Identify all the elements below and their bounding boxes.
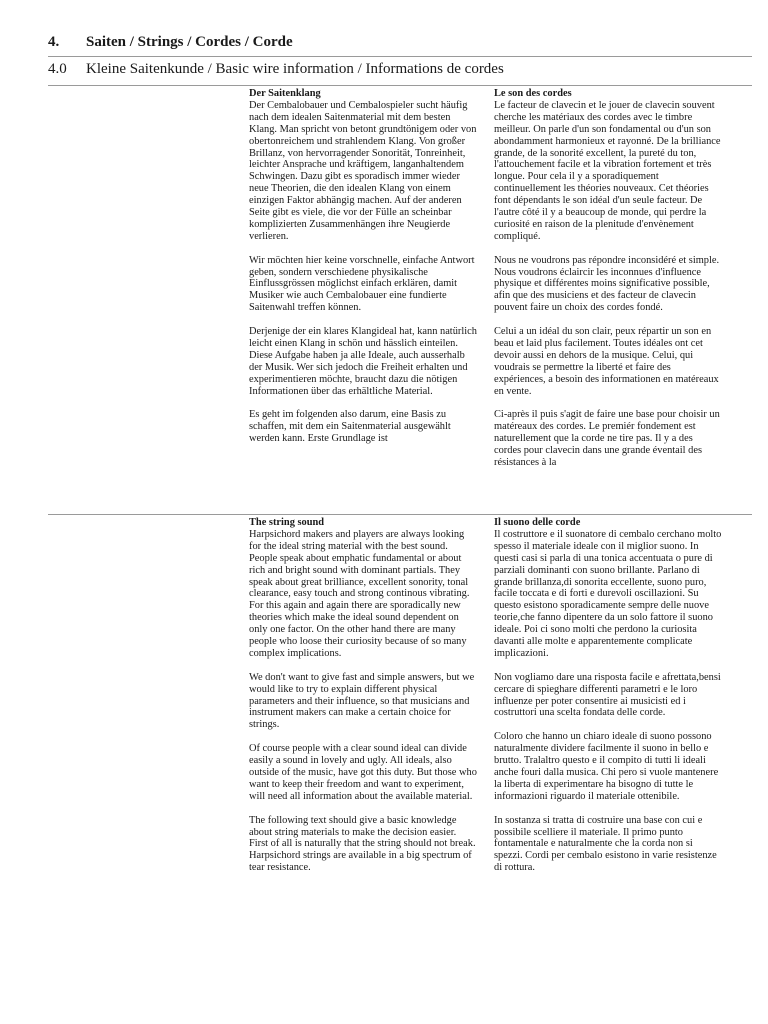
french-paragraph-2: Nous ne voudrons pas répondre inconsidéré et simple. Nous voudrons éclaircir les inconnues d'influence physique et différentes moins significative possible, afin que des musiciens et des facteur de clavecin pouvent faire un choix des cordes fondé. [494,254,720,314]
italian-paragraph-2: Non vogliamo dare una risposta facile e afrettata,bensi cercare di spieghare differenti parametri e le loro influenze per poter consentire ai musicisti ed i costruttori una scelta fondata delle corde. [494,671,721,719]
french-paragraph-3: Celui a un idéal du son clair, peux répartir un son en beau et laid plus facilement. Toutes idéales ont cet devoir aussi en dehors de la musique. Celui, qui voudrais se permettre la liberté et faire des expériences, a besoin des informationen en matéreaux en vente. [494,326,719,397]
german-paragraph-3: Derjenige der ein klares Klangideal hat, kann natürlich leicht einen Klang in schön und hässlich einteilen. Diese Aufgabe haben ja alle Ideale, auch ausserhalb der Musik. Wer sich jedoch die Freiheit erhalten und experimentieren möchte, braucht dazu die nötigen Informationen über das erhältliche Material. [249,326,477,397]
section-number: 4.0 [48,61,67,77]
italian-column [494,517,722,886]
chapter-heading [48,32,720,52]
section-heading [48,59,738,79]
chapter-number: 4. [48,34,60,50]
german-paragraph-2: Wir möchten hier keine vorschnelle, einfache Antwort geben, sondern verschiedene physikalische Einflussgrössen möglichst einfach erklären, damit Musiker wie auch Cembalobauer eine fundierte Saitenwahl treffen können. [249,254,475,314]
italian-paragraph-3: Coloro che hanno un chiaro ideale di suono possono naturalmente dividere facilmente il suono in bello e brutto. Tralaltro questo e il compito di tutti li ideali anche fouri dalla musica. Chi pero si vuole mantenere la liberta di experimentare ha bisogno di tutte le informazioni riguardo il materiale ottenibile. [494,731,719,802]
english-heading: The string sound [249,517,325,528]
divider [48,56,752,57]
french-column [494,88,722,481]
german-column [249,88,477,457]
italian-heading: Il suono delle corde [494,517,581,528]
german-heading: Der Saitenklang [249,88,321,99]
french-paragraph-4: Ci-après il puis s'agit de faire une base pour choisir un matéreaux des cordes. Le premiér fondement est naturellement que la corde ne tire pas. Il y a des cordes pour clavecin dans une grande éventail des résistances à la [494,409,720,469]
english-paragraph-2: We don't want to give fast and simple answers, but we would like to try to explain different physical parameters and their influence, so that musicians and instrument makers can make a certain choice for strings. [249,671,475,731]
divider [48,514,752,515]
english-paragraph-1: Harpsichord makers and players are always looking for the ideal string material with the best sound. People speak about emphatic fundamental or about rich and bright sound with dominant partials. They speak about great brilliance, excellent sonority, tonal clearance, easy touch and strong continous vibrating. For this again and again there are sporadically new theories which make the ideal sound dependent on only one factor. On the other hand there are many people who loose their curiosity because of so many complex implications. [249,528,470,659]
french-paragraph-1: Le facteur de clavecin et le jouer de clavecin souvent cherche les matériaux des cordes avec le timbre meilleur. On parle d'un son fondamental ou d'un son abondamment harmonieux et rayonné. De la brilliance grande, de la sonorité excellent, la pureté du ton, l'attouchement facile et la vibration fortement et très longue. Pour cela il y a sporadiquement continuellement les théories nouveaux. Cet théories font dépendants le son idéal d'un seule facteur. De l'autre côté il y a beaucoup de monde, qui perdre la curiosité en raison de la plenitude d'envènement compliqué. [494,99,721,242]
english-paragraph-3: Of course people with a clear sound ideal can divide easily a sound in lovely and ugly. All ideals, also outside of the music, have got this duty. But those who want to keep their freedom and want to experiment, will need all information about the available material. [249,743,477,802]
divider [48,85,752,86]
italian-paragraph-1: Il costruttore e il suonatore di cembalo cerchano molto spesso il materiale ideale con il miglior suono. In questi casi si parla di una tonica accentuata o pure di parziali dominanti con suono brillante. Parlano di grande brillanza,di sonorita eccellente, suono puro, facile toccata e di forti e durevoli oscillazioni. Su questo esistono sporadicamente sempre delle nuove teorie,che fanno dipentere da un solo fattore il suono ideale. Poi ci sono molti che perdono la curiosita davanti alle molte e apparentemente complicate implicazioni. [494,528,722,659]
italian-paragraph-4: In sostanza si tratta di costruire una base con cui e possibile scelliere il materiale. Il primo punto fontamentale e naturalmente che la corda non si spezzi. Cordi per cembalo esistono in varie resistenze di rottura. [494,814,717,874]
english-column [249,517,477,886]
english-paragraph-4: The following text should give a basic knowledge about string materials to make the decision easier. First of all is naturally that the string should not break. Harpsichord strings are available in a big spectrum of tear resistance. [249,814,476,874]
chapter-title: Saiten / Strings / Cordes / Corde [86,34,293,50]
german-paragraph-1: Der Cembalobauer und Cembalospieler sucht häufig nach dem idealen Saitenmaterial mit dem besten Klang. Man spricht von betont grundtönigem oder von obertonreichem und strahlendem Klang. Von großer Brillanz, von hervorragender Sonorität, Tonreinheit, leichter Ansprache und kräftigem, langanhaltendem Schwingen. Dazu gibt es sporadisch immer wieder neue Theorien, die den idealen Klang von einem einzigen Faktor abhängig machen. Auf der anderen Seite gibt es viele, die vor der Fülle an scheinbar komplizierten Zusammenhängen ihre Neugierde verlieren. [249,99,477,242]
section-title: Kleine Saitenkunde / Basic wire information / Informations de cordes [86,61,504,77]
german-paragraph-4: Es geht im folgenden also darum, eine Basis zu schaffen, mit dem ein Saitenmaterial ausgewählt werden kann. Erste Grundlage ist [249,409,451,445]
french-heading: Le son des cordes [494,88,572,99]
